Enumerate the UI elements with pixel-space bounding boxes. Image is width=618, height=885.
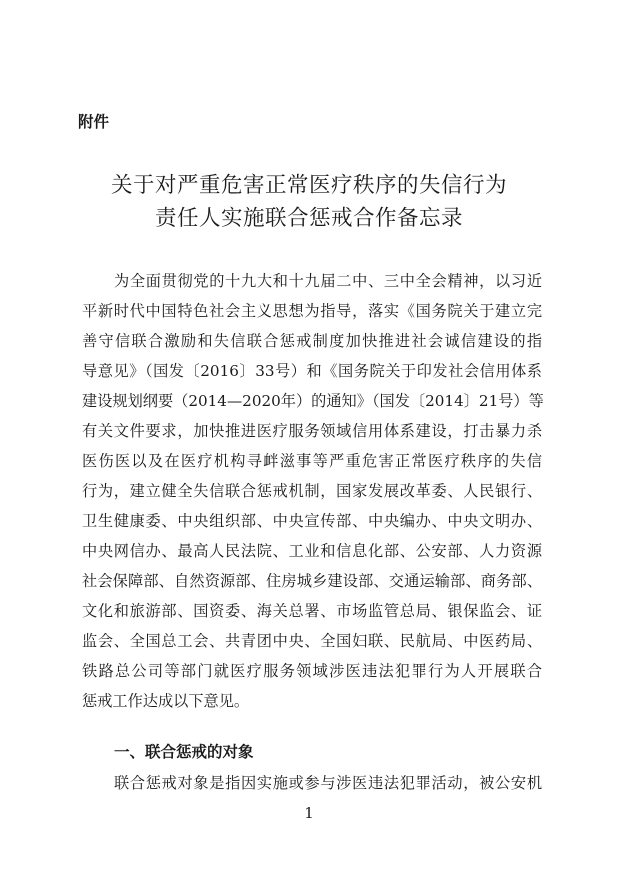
body-line: 建设规划纲要（2014—2020年）的通知》（国发〔2014〕21号）等 bbox=[82, 392, 544, 410]
body-line: 社会保障部、自然资源部、住房城乡建设部、交通运输部、商务部、 bbox=[82, 572, 542, 590]
body-line: 医伤医以及在医疗机构寻衅滋事等严重危害正常医疗秩序的失信 bbox=[82, 452, 542, 470]
body-line: 中央网信办、最高人民法院、工业和信息化部、公安部、人力资源 bbox=[82, 542, 542, 560]
body-line: 监会、全国总工会、共青团中央、全国妇联、民航局、中医药局、 bbox=[82, 632, 542, 650]
body-line: 文化和旅游部、国资委、海关总署、市场监管总局、银保监会、证 bbox=[82, 602, 542, 620]
body-line: 为全面贯彻党的十九大和十九届二中、三中全会精神，以习近 bbox=[114, 272, 542, 290]
document-title-line-2: 责任人实施联合惩戒合作备忘录 bbox=[154, 206, 463, 231]
body-line: 有关文件要求，加快推进医疗服务领域信用体系建设，打击暴力杀 bbox=[82, 422, 542, 440]
body-line: 导意见》（国发〔2016〕33号）和《国务院关于印发社会信用体系 bbox=[82, 362, 542, 380]
body-line: 平新时代中国特色社会主义思想为指导，落实《国务院关于建立完 bbox=[82, 302, 542, 320]
body-line: 卫生健康委、中央组织部、中央宣传部、中央编办、中央文明办、 bbox=[82, 512, 542, 530]
body-line: 善守信联合激励和失信联合惩戒制度加快推进社会诚信建设的指 bbox=[82, 332, 542, 350]
page-number: 1 bbox=[304, 804, 314, 822]
document-title-line-1: 关于对严重危害正常医疗秩序的失信行为 bbox=[110, 173, 507, 198]
body-line: 铁路总公司等部门就医疗服务领域涉医违法犯罪行为人开展联合 bbox=[82, 662, 542, 680]
body-line: 行为，建立健全失信联合惩戒机制，国家发展改革委、人民银行、 bbox=[82, 482, 542, 500]
section-heading: 一、联合惩戒的对象 bbox=[114, 743, 254, 761]
body-line: 惩戒工作达成以下意见。 bbox=[82, 692, 250, 710]
section-paragraph-line: 联合惩戒对象是指因实施或参与涉医违法犯罪活动，被公安机 bbox=[114, 774, 542, 792]
attachment-label: 附件 bbox=[78, 113, 110, 131]
